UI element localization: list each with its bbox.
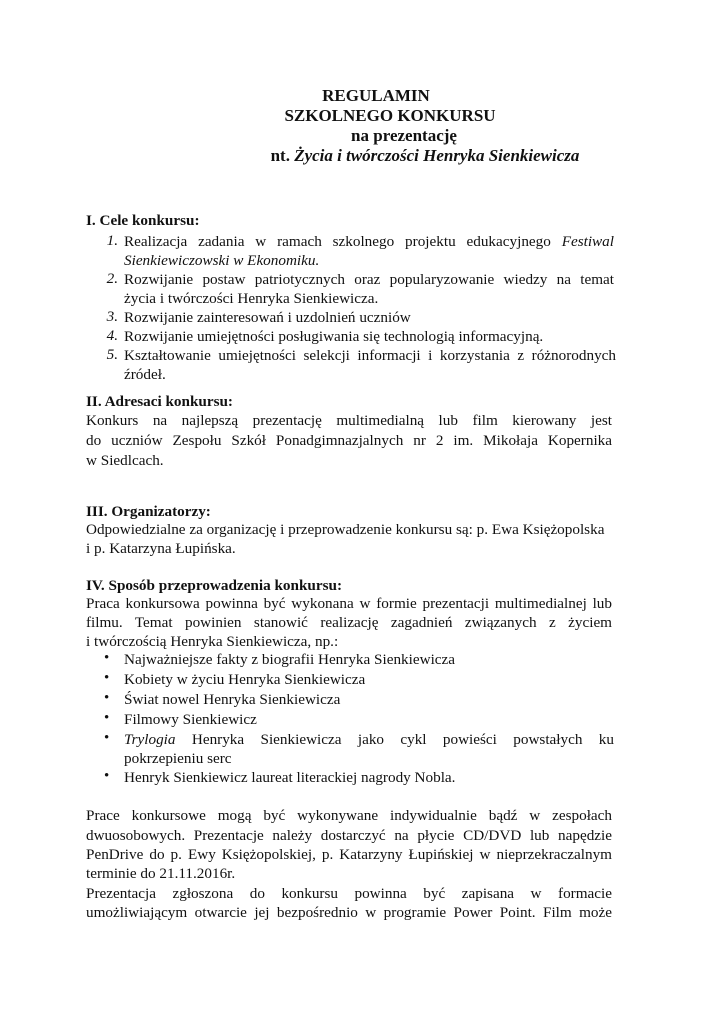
paragraph-line: filmu. Temat powinien stanowić realizację zagadnień związanych z życiem: [86, 614, 612, 631]
title-line-4: nt. Życia i twórczości Henryka Sienkiewicza: [270, 146, 580, 165]
paragraph-line: Praca konkursowa powinna być wykonana w formie prezentacji multimedialnej lub: [86, 595, 612, 612]
item-number: 1.: [106, 232, 118, 249]
paragraph-line: terminie do 21.11.2016r.: [86, 865, 236, 882]
list-item: Rozwijanie postaw patriotycznych oraz popularyzowanie wiedzy na temat: [124, 271, 614, 288]
list-item-continuation: źródeł.: [124, 366, 166, 383]
title-line-1: REGULAMIN: [322, 86, 430, 105]
bullet-item-continuation: pokrzepieniu serc: [124, 750, 232, 767]
list-item: Rozwijanie umiejętności posługiwania się technologią informacyjną.: [124, 328, 544, 345]
section-2-heading: II. Adresaci konkursu:: [86, 393, 233, 410]
item-number: 4.: [106, 327, 118, 344]
paragraph-line: Prezentacja zgłoszona do konkursu powinna być zapisana w formacie: [86, 885, 612, 902]
paragraph-line: PenDrive do p. Ewy Księżopolskiej, p. Katarzyny Łupińskiej w nieprzekraczalnym: [86, 846, 612, 863]
paragraph-line: Odpowiedzialne za organizację i przeprowadzenie konkursu są: p. Ewa Księżopolska: [86, 521, 605, 538]
bullet-icon: •: [104, 690, 110, 706]
list-item: Realizacja zadania w ramach szkolnego projektu edukacyjnego Festiwal: [124, 233, 614, 250]
paragraph-line: i p. Katarzyna Łupińska.: [86, 540, 236, 557]
item-number: 3.: [106, 308, 118, 325]
section-4-heading: IV. Sposób przeprowadzenia konkursu:: [86, 577, 343, 594]
document-title: [0, 86, 724, 166]
paragraph-line: i twórczością Henryka Sienkiewicza, np.:: [86, 633, 339, 650]
paragraph-line: dwuosobowych. Prezentacje należy dostarczyć na płycie CD/DVD lub napędzie: [86, 827, 612, 844]
section-1-heading: I. Cele konkursu:: [86, 212, 200, 229]
paragraph-line: w Siedlcach.: [86, 452, 164, 469]
list-item-continuation: życia i twórczości Henryka Sienkiewicza.: [124, 290, 379, 307]
bullet-item: Filmowy Sienkiewicz: [124, 711, 257, 728]
bullet-icon: •: [104, 730, 110, 746]
bullet-icon: •: [104, 670, 110, 686]
paragraph-line: Konkurs na najlepszą prezentację multimedialną lub film kierowany jest: [86, 412, 612, 429]
bullet-icon: •: [104, 768, 110, 784]
bullet-item: Kobiety w życiu Henryka Sienkiewicza: [124, 671, 366, 688]
item-number: 5.: [106, 346, 118, 363]
bullet-item: Trylogia Henryka Sienkiewicza jako cykl powieści powstałych ku: [124, 731, 614, 748]
paragraph-line: Prace konkursowe mogą być wykonywane indywidualnie bądź w zespołach: [86, 807, 612, 824]
bullet-item: Świat nowel Henryka Sienkiewicza: [124, 691, 341, 708]
list-item: Rozwijanie zainteresowań i uzdolnień uczniów: [124, 309, 411, 326]
paragraph-line: umożliwiającym otwarcie jej bezpośrednio w programie Power Point. Film może: [86, 904, 612, 921]
item-number: 2.: [106, 270, 118, 287]
section-3-heading: III. Organizatorzy:: [86, 503, 211, 520]
title-line-3: na prezentację: [351, 126, 457, 145]
bullet-icon: •: [104, 650, 110, 666]
title-line-2: SZKOLNEGO KONKURSU: [284, 106, 496, 125]
list-item: Kształtowanie umiejętności selekcji informacji i korzystania z różnorodnych: [124, 347, 616, 364]
bullet-item: Najważniejsze fakty z biografii Henryka Sienkiewicza: [124, 651, 456, 668]
paragraph-line: do uczniów Zespołu Szkół Ponadgimnazjalnych nr 2 im. Mikołaja Kopernika: [86, 432, 612, 449]
list-item-continuation: Sienkiewiczowski w Ekonomiku.: [124, 252, 320, 269]
bullet-item: Henryk Sienkiewicz laureat literackiej nagrody Nobla.: [124, 769, 456, 786]
bullet-icon: •: [104, 710, 110, 726]
